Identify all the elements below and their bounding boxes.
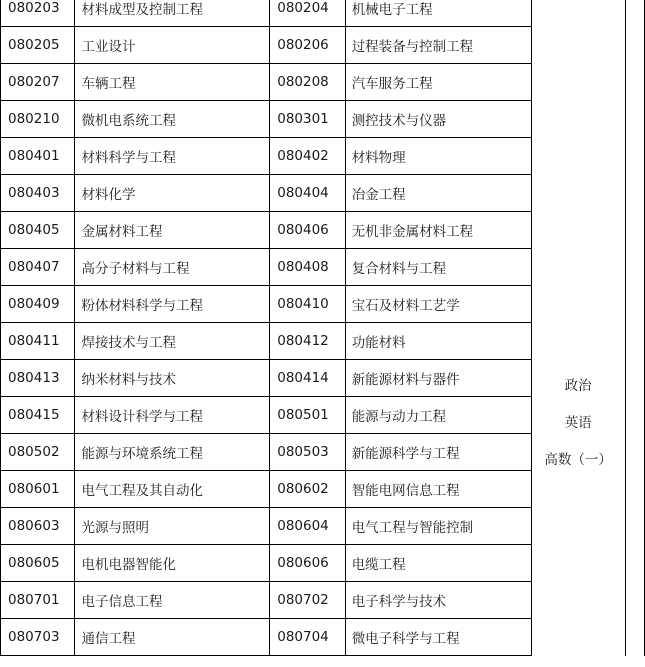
major-code-cell: 080402 — [270, 138, 345, 175]
major-code-cell: 080415 — [1, 397, 75, 434]
exam-subject: 高数（一） — [544, 452, 612, 468]
exam-subject: 英语 — [564, 415, 592, 431]
major-name-cell: 测控技术与仪器 — [345, 101, 531, 138]
major-name-cell: 机械电子工程 — [345, 0, 531, 27]
major-name-cell: 新能源科学与工程 — [345, 434, 531, 471]
major-name-cell: 新能源材料与器件 — [345, 360, 531, 397]
major-code-cell: 080604 — [270, 508, 345, 545]
major-code-cell: 080204 — [270, 0, 345, 27]
major-code-cell: 080605 — [1, 545, 75, 582]
major-code-cell: 080409 — [1, 286, 75, 323]
major-name-cell: 宝石及材料工艺学 — [345, 286, 531, 323]
major-name-cell: 功能材料 — [345, 323, 531, 360]
major-name-cell: 纳米材料与技术 — [75, 360, 270, 397]
major-code-cell: 080601 — [1, 471, 75, 508]
major-code-cell: 080408 — [270, 249, 345, 286]
major-name-cell: 高分子材料与工程 — [75, 249, 270, 286]
major-code-cell: 080206 — [270, 27, 345, 64]
major-name-cell: 无机非金属材料工程 — [345, 212, 531, 249]
major-code-cell: 080407 — [1, 249, 75, 286]
major-code-cell: 080701 — [1, 582, 75, 619]
major-name-cell: 金属材料工程 — [75, 212, 270, 249]
major-code-cell: 080411 — [1, 323, 75, 360]
major-code-cell: 080207 — [1, 64, 75, 101]
major-code-cell: 080406 — [270, 212, 345, 249]
major-name-cell: 汽车服务工程 — [345, 64, 531, 101]
major-name-cell: 材料化学 — [75, 175, 270, 212]
major-code-cell: 080501 — [270, 397, 345, 434]
major-code-cell: 080503 — [270, 434, 345, 471]
major-name-cell: 电缆工程 — [345, 545, 531, 582]
major-name-cell: 微电子科学与工程 — [345, 619, 531, 656]
major-code-cell: 080703 — [1, 619, 75, 656]
major-code-cell: 080502 — [1, 434, 75, 471]
major-name-cell: 微机电系统工程 — [75, 101, 270, 138]
major-code-cell: 080203 — [1, 0, 75, 27]
major-name-cell: 能源与动力工程 — [345, 397, 531, 434]
major-name-cell: 复合材料与工程 — [345, 249, 531, 286]
major-name-cell: 过程装备与控制工程 — [345, 27, 531, 64]
major-code-cell: 080210 — [1, 101, 75, 138]
exam-subjects-cell — [531, 0, 625, 656]
major-code-cell: 080606 — [270, 545, 345, 582]
major-code-cell: 080208 — [270, 64, 345, 101]
major-name-cell: 电机电器智能化 — [75, 545, 270, 582]
major-code-cell: 080403 — [1, 175, 75, 212]
major-name-cell: 通信工程 — [75, 619, 270, 656]
major-name-cell: 材料设计科学与工程 — [75, 397, 270, 434]
major-code-cell: 080414 — [270, 360, 345, 397]
major-name-cell: 智能电网信息工程 — [345, 471, 531, 508]
major-code-cell: 080702 — [270, 582, 345, 619]
major-name-cell: 材料成型及控制工程 — [75, 0, 270, 27]
major-code-cell: 080603 — [1, 508, 75, 545]
blank-column-cell — [625, 0, 644, 656]
major-name-cell: 材料科学与工程 — [75, 138, 270, 175]
major-code-cell: 080205 — [1, 27, 75, 64]
major-name-cell: 材料物理 — [345, 138, 531, 175]
major-code-cell: 080405 — [1, 212, 75, 249]
major-code-cell: 080602 — [270, 471, 345, 508]
major-name-cell: 光源与照明 — [75, 508, 270, 545]
major-name-cell: 冶金工程 — [345, 175, 531, 212]
major-name-cell: 能源与环境系统工程 — [75, 434, 270, 471]
major-code-cell: 080401 — [1, 138, 75, 175]
major-name-cell: 电气工程与智能控制 — [345, 508, 531, 545]
major-name-cell: 电气工程及其自动化 — [75, 471, 270, 508]
major-name-cell: 车辆工程 — [75, 64, 270, 101]
major-name-cell: 焊接技术与工程 — [75, 323, 270, 360]
major-name-cell: 电子科学与技术 — [345, 582, 531, 619]
table-row — [1, 0, 645, 27]
exam-subject: 政治 — [564, 378, 592, 394]
major-code-cell: 080704 — [270, 619, 345, 656]
major-name-cell: 工业设计 — [75, 27, 270, 64]
major-code-cell: 080301 — [270, 101, 345, 138]
major-name-cell: 电子信息工程 — [75, 582, 270, 619]
major-code-cell: 080413 — [1, 360, 75, 397]
major-name-cell: 粉体材料科学与工程 — [75, 286, 270, 323]
major-code-cell: 080410 — [270, 286, 345, 323]
major-code-cell: 080404 — [270, 175, 345, 212]
major-code-cell: 080412 — [270, 323, 345, 360]
